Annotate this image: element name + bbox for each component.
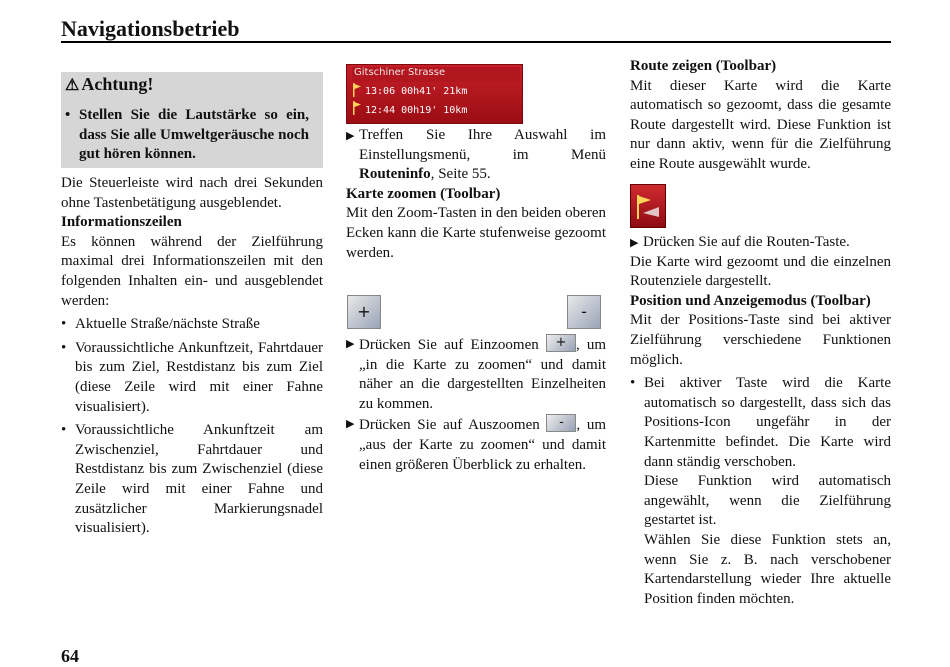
info-heading: Informationszeilen: [61, 214, 182, 231]
warning-item: [65, 106, 309, 165]
zoom-in-inline-icon: +: [546, 334, 576, 352]
choice-instruction: ▶ Treffen Sie Ihre Auswahl im Einstellungsmenü, im Menü Routeninfo, Seite 55.: [346, 127, 606, 183]
warning-triangle-icon: ⚠: [65, 77, 80, 94]
column-right-upper: [630, 57, 891, 175]
zoom-in-button[interactable]: +: [347, 295, 381, 329]
page-title: Navigationsbetrieb: [61, 16, 240, 41]
zoom-out-inline-icon: -: [546, 414, 576, 432]
zoom-out-instruction: ▶ Drücken Sie auf Auszoomen - , um „aus der Karte zu zoomen“ und damit einen größeren Überblick zu erhalten.: [346, 415, 606, 473]
route-info-row: 12:44 00h19' 10km: [365, 105, 468, 116]
warning-box: [61, 72, 323, 168]
route-result: Die Karte wird gezoomt und die einzelnen Routenziele dargestellt.: [630, 253, 891, 290]
zoom-heading: Karte zoomen (Toolbar): [346, 185, 501, 202]
arrow-icon: ▶: [346, 418, 355, 431]
zoom-in-instruction: ▶ Drücken Sie auf Einzoomen + , um „in die Karte zu zoomen“ und damit näher an die dargestellten Einzelheiten zu kommen.: [346, 335, 607, 412]
title-rule: [61, 41, 891, 43]
list-item: • Bei aktiver Taste wird die Karte automatisch so dargestellt, dass sich das Positions-Icon ungefähr in der Kartenmitte befindet. Die Karte wird dann ständig verschoben. Diese Funktion wird automatisch angewählt, wenn die Zielführung gestartet ist. Wählen Sie diese Funktion stets an, wenn Sie z. B. nach verschobener Kartendarstellung wieder Ihre aktuelle Position finden möchten.: [630, 374, 891, 609]
route-flag-icon: [631, 185, 665, 227]
zoom-out-button[interactable]: -: [567, 295, 601, 329]
column-middle: [346, 126, 606, 263]
list-item: • Voraussichtliche Ankunftzeit am Zwischenziel, Fahrtdauer und Restdistanz bis zum Zwischenziel (diese Zeile wird mit einer Fahne und zusätzlicher Markierungsnadel visualisiert).: [61, 421, 323, 539]
list-item: • Voraussichtliche Ankunftzeit, Fahrtdauer bis zum Ziel, Restdistanz bis zum Ziel (diese Zeile wird mit einer Fahne visualisiert).: [61, 339, 323, 417]
info-list: [61, 315, 323, 539]
column-left: [61, 174, 323, 543]
route-paragraph: Mit dieser Karte wird die Karte automatisch so gezoomt, dass die gesamte Route dargestellt wird. Diese Funktion ist nur dann aktiv, wenn für die Zielführung eine Route ausgewählt wurde.: [630, 77, 891, 172]
route-info-street: Gitschiner Strasse: [352, 67, 520, 82]
route-info-panel: [346, 64, 523, 124]
warning-text: Stellen Sie die Lautstärke so ein, dass Sie alle Umweltgeräusche noch gut hören können.: [79, 107, 309, 163]
arrow-icon: ▶: [346, 338, 355, 350]
position-list: [630, 374, 891, 609]
column-middle-lower: [346, 334, 606, 475]
position-paragraph: Mit der Positions-Taste sind bei aktiver Zielführung verschiedene Funktionen möglich.: [630, 312, 891, 368]
route-info-row: 13:06 00h41' 21km: [365, 86, 468, 97]
route-heading: Route zeigen (Toolbar): [630, 58, 777, 74]
arrow-icon: ▶: [630, 237, 639, 249]
flag-pin-icon: [352, 101, 361, 115]
page-number: 64: [61, 646, 79, 666]
arrow-icon: ▶: [346, 130, 355, 142]
bullet-icon: •: [65, 107, 71, 123]
warning-title: Achtung!: [81, 74, 154, 94]
column-right-lower: [630, 233, 891, 613]
route-instruction: ▶ Drücken Sie auf die Routen-Taste.: [630, 233, 891, 253]
flag-icon: [352, 83, 361, 97]
intro-paragraph: Die Steuerleiste wird nach drei Sekunden ohne Tastenbetätigung ausgeblendet.: [61, 175, 323, 211]
list-item: • Aktuelle Straße/nächste Straße: [61, 315, 323, 335]
warning-heading: [65, 74, 153, 95]
info-paragraph: Es können während der Zielführung maximal drei Informationszeilen mit den folgenden Inhalten ein- und ausgeblendet werden:: [61, 233, 323, 309]
position-heading: Position und Anzeigemodus (Toolbar): [630, 292, 871, 309]
route-button[interactable]: [630, 184, 666, 228]
zoom-paragraph: Mit den Zoom-Tasten in den beiden oberen Ecken kann die Karte stufenweise gezoomt werden.: [346, 205, 606, 261]
